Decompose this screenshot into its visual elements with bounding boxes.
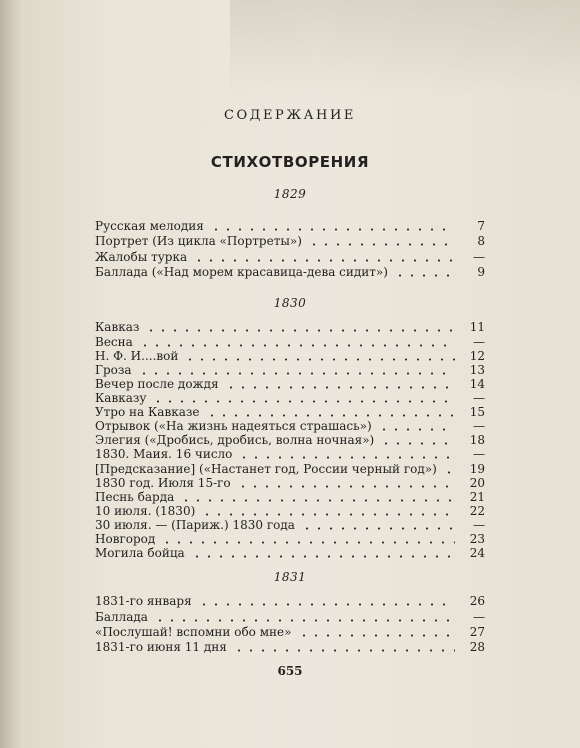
entry-page: 18: [469, 433, 485, 447]
entry-page: 26: [469, 594, 485, 608]
toc-entry: [95, 250, 485, 265]
toc-entry: [95, 532, 485, 547]
leader-dots: [191, 555, 455, 558]
toc-entry: [95, 625, 485, 640]
toc-entry: [95, 419, 485, 434]
entry-page: 21: [469, 490, 485, 504]
year-heading: 1829: [273, 187, 307, 201]
entry-title: Гроза: [95, 363, 132, 377]
leader-dots: [201, 513, 455, 516]
year-heading: 1830: [273, 296, 307, 310]
entry-page: 9: [477, 265, 485, 279]
toc-entry: [95, 433, 485, 448]
leader-dots: [198, 603, 455, 606]
entry-page: 7: [477, 219, 485, 233]
leader-dots: [233, 649, 455, 652]
entry-title: Портрет (Из цикла «Портреты»): [95, 234, 302, 248]
entry-page: 15: [469, 405, 485, 419]
leader-dots: [238, 456, 455, 459]
entry-page: 12: [469, 349, 485, 363]
entry-page: 11: [469, 320, 485, 334]
toc-entry: [95, 349, 485, 364]
entry-title: 10 июля. (1830): [95, 504, 196, 518]
entry-title: Элегия («Дробись, дробись, волна ночная»): [95, 433, 375, 447]
toc-entry: [95, 610, 485, 625]
leader-dots: [394, 274, 455, 277]
entry-title: Жалобы турка: [95, 250, 188, 264]
leader-dots: [152, 400, 455, 403]
toc-entry: [95, 377, 485, 392]
toc-entry: [95, 504, 485, 519]
entry-page: —: [473, 518, 485, 532]
entry-page: 19: [469, 462, 485, 476]
entry-title: «Послушай! вспомни обо мне»: [95, 625, 292, 639]
entry-page: 28: [469, 640, 485, 654]
leader-dots: [443, 471, 455, 474]
entry-title: Кавказу: [95, 391, 147, 405]
leader-dots: [380, 442, 455, 445]
leader-dots: [301, 527, 455, 530]
leader-dots: [161, 541, 455, 544]
entry-page: —: [473, 250, 485, 264]
toc-entry: [95, 640, 485, 655]
toc-entry: [95, 546, 485, 561]
toc-entry: [95, 391, 485, 406]
entry-page: 13: [469, 363, 485, 377]
leader-dots: [138, 372, 455, 375]
entry-page: 23: [469, 532, 485, 546]
page-number: 655: [277, 664, 303, 678]
entry-title: 30 июля. — (Париж.) 1830 года: [95, 518, 295, 532]
leader-dots: [206, 414, 455, 417]
toc-entry: [95, 335, 485, 350]
entry-page: 8: [477, 234, 485, 248]
leader-dots: [145, 329, 455, 332]
entry-title: Баллада («Над морем красавица-дева сидит»): [95, 265, 388, 279]
leader-dots: [308, 243, 455, 246]
entry-title: Баллада: [95, 610, 148, 624]
entry-page: 14: [469, 377, 485, 391]
entry-title: Утро на Кавказе: [95, 405, 200, 419]
entry-title: 1830 год. Июля 15-го: [95, 476, 231, 490]
entry-title: Весна: [95, 335, 133, 349]
entry-title: Н. Ф. И....вой: [95, 349, 179, 363]
leader-dots: [154, 619, 455, 622]
toc-entry: [95, 234, 485, 249]
section-heading: СТИХОТВОРЕНИЯ: [210, 153, 370, 171]
entry-title: 1830. Маия. 16 число: [95, 447, 233, 461]
toc-entry: [95, 219, 485, 234]
toc-entry: [95, 265, 485, 280]
entry-title: Кавказ: [95, 320, 140, 334]
contents-heading: СОДЕРЖАНИЕ: [223, 108, 357, 123]
entry-page: 27: [469, 625, 485, 639]
toc-entry: [95, 405, 485, 420]
entry-title: 1831-го января: [95, 594, 192, 608]
entry-page: 24: [469, 546, 485, 560]
toc-entry: [95, 594, 485, 609]
toc-entry: [95, 518, 485, 533]
entry-page: 22: [469, 504, 485, 518]
entry-title: [Предсказание] («Настанет год, России черный год»): [95, 462, 437, 476]
year-heading: 1831: [273, 570, 307, 584]
entry-page: 20: [469, 476, 485, 490]
entry-title: Отрывок («На жизнь надеяться страшась»): [95, 419, 372, 433]
leader-dots: [225, 386, 455, 389]
toc-entry: [95, 476, 485, 491]
toc-entry: [95, 490, 485, 505]
bleed-through-shadow: [230, 0, 580, 95]
entry-title: Новгород: [95, 532, 156, 546]
entry-title: Песнь барда: [95, 490, 175, 504]
toc-entry: [95, 462, 485, 477]
toc-entry: [95, 447, 485, 462]
leader-dots: [237, 485, 455, 488]
leader-dots: [193, 259, 455, 262]
leader-dots: [180, 499, 455, 502]
entry-page: —: [473, 447, 485, 461]
leader-dots: [298, 634, 455, 637]
entry-title: Могила бойца: [95, 546, 185, 560]
toc-entry: [95, 363, 485, 378]
leader-dots: [378, 428, 455, 431]
leader-dots: [210, 228, 455, 231]
entry-title: Русская мелодия: [95, 219, 204, 233]
leader-dots: [139, 344, 455, 347]
toc-entry: [95, 320, 485, 335]
entry-page: —: [473, 391, 485, 405]
entry-page: —: [473, 419, 485, 433]
leader-dots: [184, 358, 455, 361]
entry-title: 1831-го июня 11 дня: [95, 640, 227, 654]
entry-title: Вечер после дождя: [95, 377, 219, 391]
entry-page: —: [473, 335, 485, 349]
entry-page: —: [473, 610, 485, 624]
